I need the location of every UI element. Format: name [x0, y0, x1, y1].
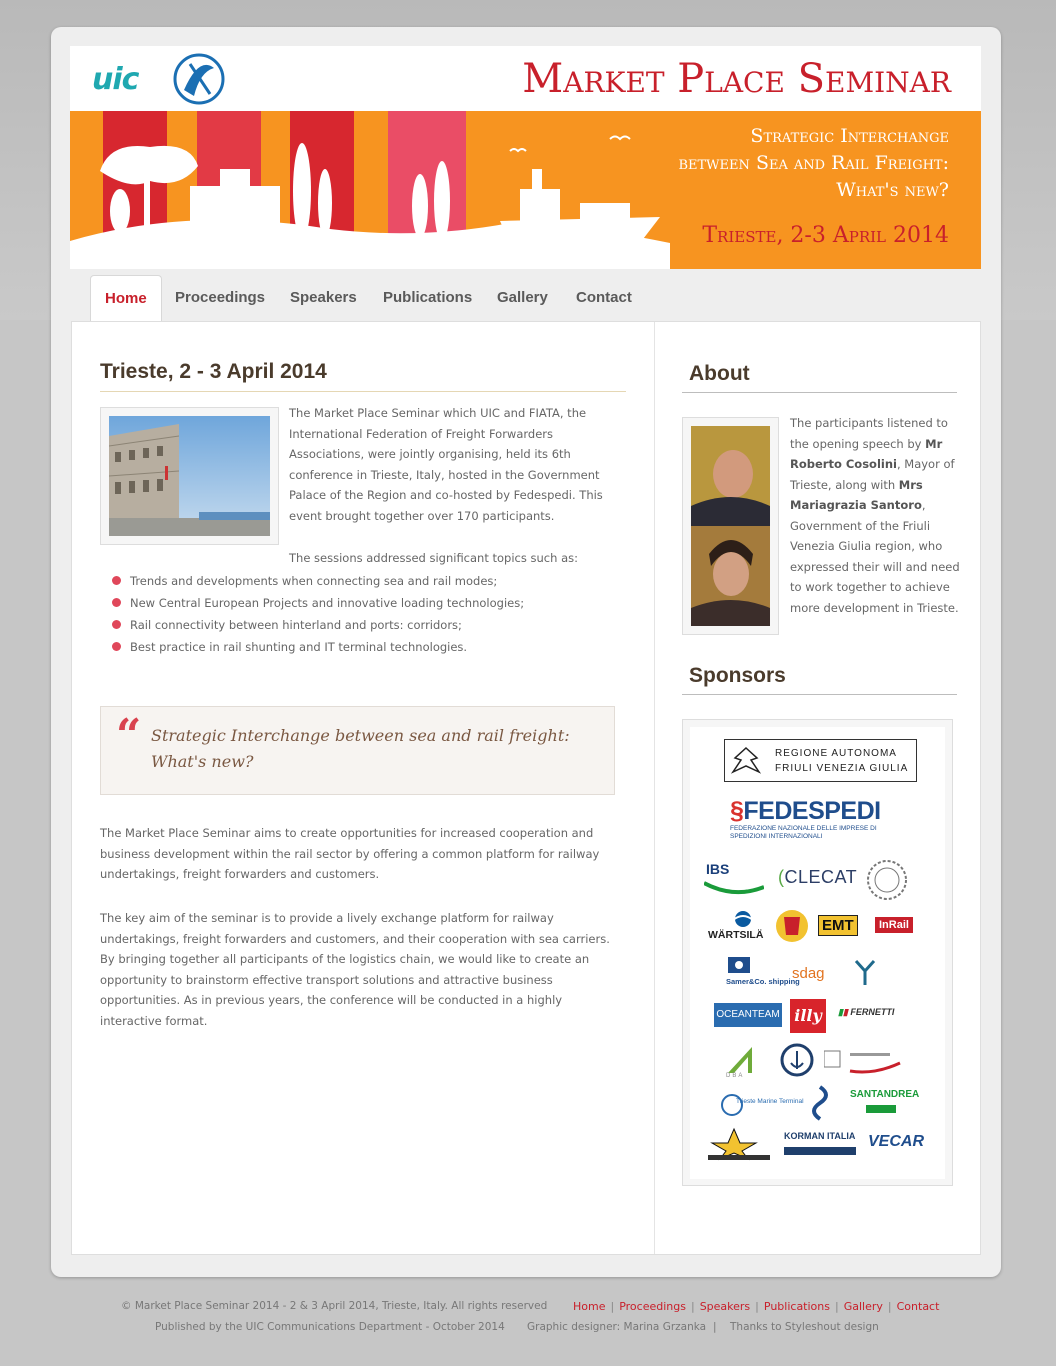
camera-commercio-logo[interactable] [824, 1049, 904, 1075]
sponsor-clecat-logo[interactable]: (CLECAT [778, 867, 858, 887]
sponsor-vecar-logo[interactable]: VECAR [868, 1133, 925, 1150]
sponsor-dba-label: DBA [726, 1073, 745, 1079]
intro-paragraph: The Market Place Seminar which UIC and FIATA, the International Federation of Freight Forwarders Associations, were jointly organising, held its 6th conference in Trieste, Italy, hosted in the Government Palace of the Region and co-hosted by Fedespedi. This event brought together over 170 participants. [289, 406, 603, 523]
seal-icon [866, 859, 908, 901]
sponsor-fedespedi-logo[interactable]: §FEDESPEDI [730, 797, 881, 825]
sponsors-heading: Sponsors [682, 664, 957, 695]
about-heading: About [682, 362, 957, 393]
sponsors-panel [682, 719, 953, 1186]
footer-separator: | [713, 1321, 717, 1333]
list-item: Best practice in rail shunting and IT terminal technologies. [112, 636, 612, 658]
list-item: Rail connectivity between hinterland and ports: corridors; [112, 614, 612, 636]
footer-link-proceedings[interactable]: Proceedings [619, 1300, 686, 1313]
nav-home[interactable]: Home [90, 275, 162, 322]
sponsor-oceanteam-logo[interactable]: OCEANTEAM [714, 1003, 782, 1027]
footer-published: Published by the UIC Communications Department - October 2014 [155, 1321, 505, 1333]
sponsor-regione-logo[interactable]: REGIONE AUTONOMA FRIULI VENEZIA GIULIA [724, 739, 917, 782]
sponsor-santandrea-logo[interactable]: SANTANDREA [850, 1089, 920, 1100]
footer-link-gallery[interactable]: Gallery [843, 1300, 883, 1313]
footer-link-home[interactable]: Home [573, 1300, 606, 1313]
sponsor-wartsila-logo[interactable]: WÄRTSILÄ [708, 929, 764, 941]
site-title: Market Place Seminar [522, 56, 951, 102]
footer-link-contact[interactable]: Contact [896, 1300, 940, 1313]
trieste-marine-terminal-logo[interactable] [720, 1091, 790, 1119]
footer-link-speakers[interactable]: Speakers [699, 1300, 751, 1313]
sponsor-fernetti-logo[interactable]: ▮▮ FERNETTI [838, 1007, 895, 1017]
fiata-logo[interactable] [170, 50, 228, 108]
sponsor-sdag-logo[interactable]: sdag [792, 965, 825, 982]
footer-link-publications[interactable]: Publications [763, 1300, 830, 1313]
list-item: New Central European Projects and innovative loading technologies; [112, 592, 612, 614]
nav-contact[interactable]: Contact [576, 289, 632, 306]
dba-logo-icon[interactable] [726, 1045, 756, 1075]
column-divider [654, 322, 655, 1254]
sponsor-trieste-marine-label: Trieste Marine Terminal [736, 1098, 804, 1105]
quote-text: Strategic Interchange between sea and rail freight: What's new? [151, 726, 570, 771]
korman-bar [784, 1147, 856, 1155]
aim-paragraph: The Market Place Seminar aims to create opportunities for increased cooperation and business development within the rail sector by offering a common platform for railway undertakings, freight forwarders and customers. [100, 826, 600, 881]
compagnia-icon [850, 957, 880, 987]
sponsor-emt-logo[interactable]: EMT [818, 915, 858, 936]
ibs-swoosh-icon [704, 877, 764, 897]
anchor-seal-icon[interactable] [780, 1043, 814, 1077]
quote-icon: “ [116, 710, 142, 761]
banner-date: Trieste, 2-3 April 2014 [702, 223, 949, 248]
eagle-icon [729, 744, 763, 778]
list-item: Trends and developments when connecting sea and rail modes; [112, 570, 612, 592]
footer-designer: Graphic designer: Marina Grzanka [527, 1321, 707, 1333]
palace-photo[interactable] [100, 407, 279, 545]
pull-quote [100, 706, 615, 795]
footer-copyright: © Market Place Seminar 2014 - 2 & 3 April 2014, Trieste, Italy. All rights reserved [121, 1300, 548, 1312]
nav-proceedings[interactable]: Proceedings [175, 289, 266, 306]
key-aim-paragraph: The key aim of the seminar is to provide a lively exchange platform for railway undertakings, freight forwarders and customers, and their cooperation with sea carriers. By bringing together all participants of the logistics chain, we would like to create an opportunity to brainstorm effective transport solutions and attractive business opportunities. As in previous years, the conference will be conducted in a highly interactive format. [100, 911, 610, 1028]
sponsor-illy-logo[interactable]: illy [790, 999, 826, 1033]
nav-gallery[interactable]: Gallery [497, 289, 548, 306]
sponsor-ibs-logo[interactable]: IBS [706, 861, 730, 877]
flag-icon [728, 957, 750, 973]
nav-publications[interactable]: Publications [383, 289, 473, 306]
about-text: The participants listened to the opening speech by Mr Roberto Cosolini, Mayor of Trieste, along with Mrs Mariagrazia Santoro, Government of the Friuli Venezia Giulia region, who expressed their will and need to work together to achieve more development in Trieste. [790, 416, 960, 615]
header-banner [70, 111, 981, 269]
wartsila-mark-icon [728, 910, 758, 928]
topics-list [112, 570, 612, 658]
banner-subtitle: Strategic Interchange between Sea and Rail Freight: What's new? [678, 125, 949, 201]
speaker-photos[interactable] [682, 417, 779, 635]
sponsor-samer-logo[interactable]: Samer&Co. shipping [726, 977, 800, 986]
star-logo[interactable] [704, 1127, 774, 1161]
footer-thanks[interactable]: Thanks to Styleshout design [730, 1321, 879, 1333]
nav-speakers[interactable]: Speakers [290, 289, 357, 306]
asfp-logo[interactable] [804, 1085, 836, 1121]
sponsor-fedespedi-sub: FEDERAZIONE NAZIONALE DELLE IMPRESE DI SPEDIZIONI INTERNAZIONALI [730, 825, 877, 840]
sponsor-korman-logo[interactable]: KORMAN ITALIA [784, 1131, 856, 1141]
footer-nav: Home | Proceedings | Speakers | Publications | Gallery | Contact [573, 1300, 940, 1313]
sponsor-inrail-logo[interactable]: InRail [875, 917, 913, 933]
page-title: Trieste, 2 - 3 April 2014 [100, 360, 626, 392]
site-header [70, 46, 981, 269]
santandrea-bar [866, 1105, 896, 1113]
content-area [71, 321, 981, 1255]
page-wrapper [51, 27, 1001, 1277]
uic-logo[interactable]: uic [92, 62, 139, 97]
crest-icon [772, 907, 812, 945]
sessions-intro: The sessions addressed significant topics such as: [289, 551, 578, 565]
